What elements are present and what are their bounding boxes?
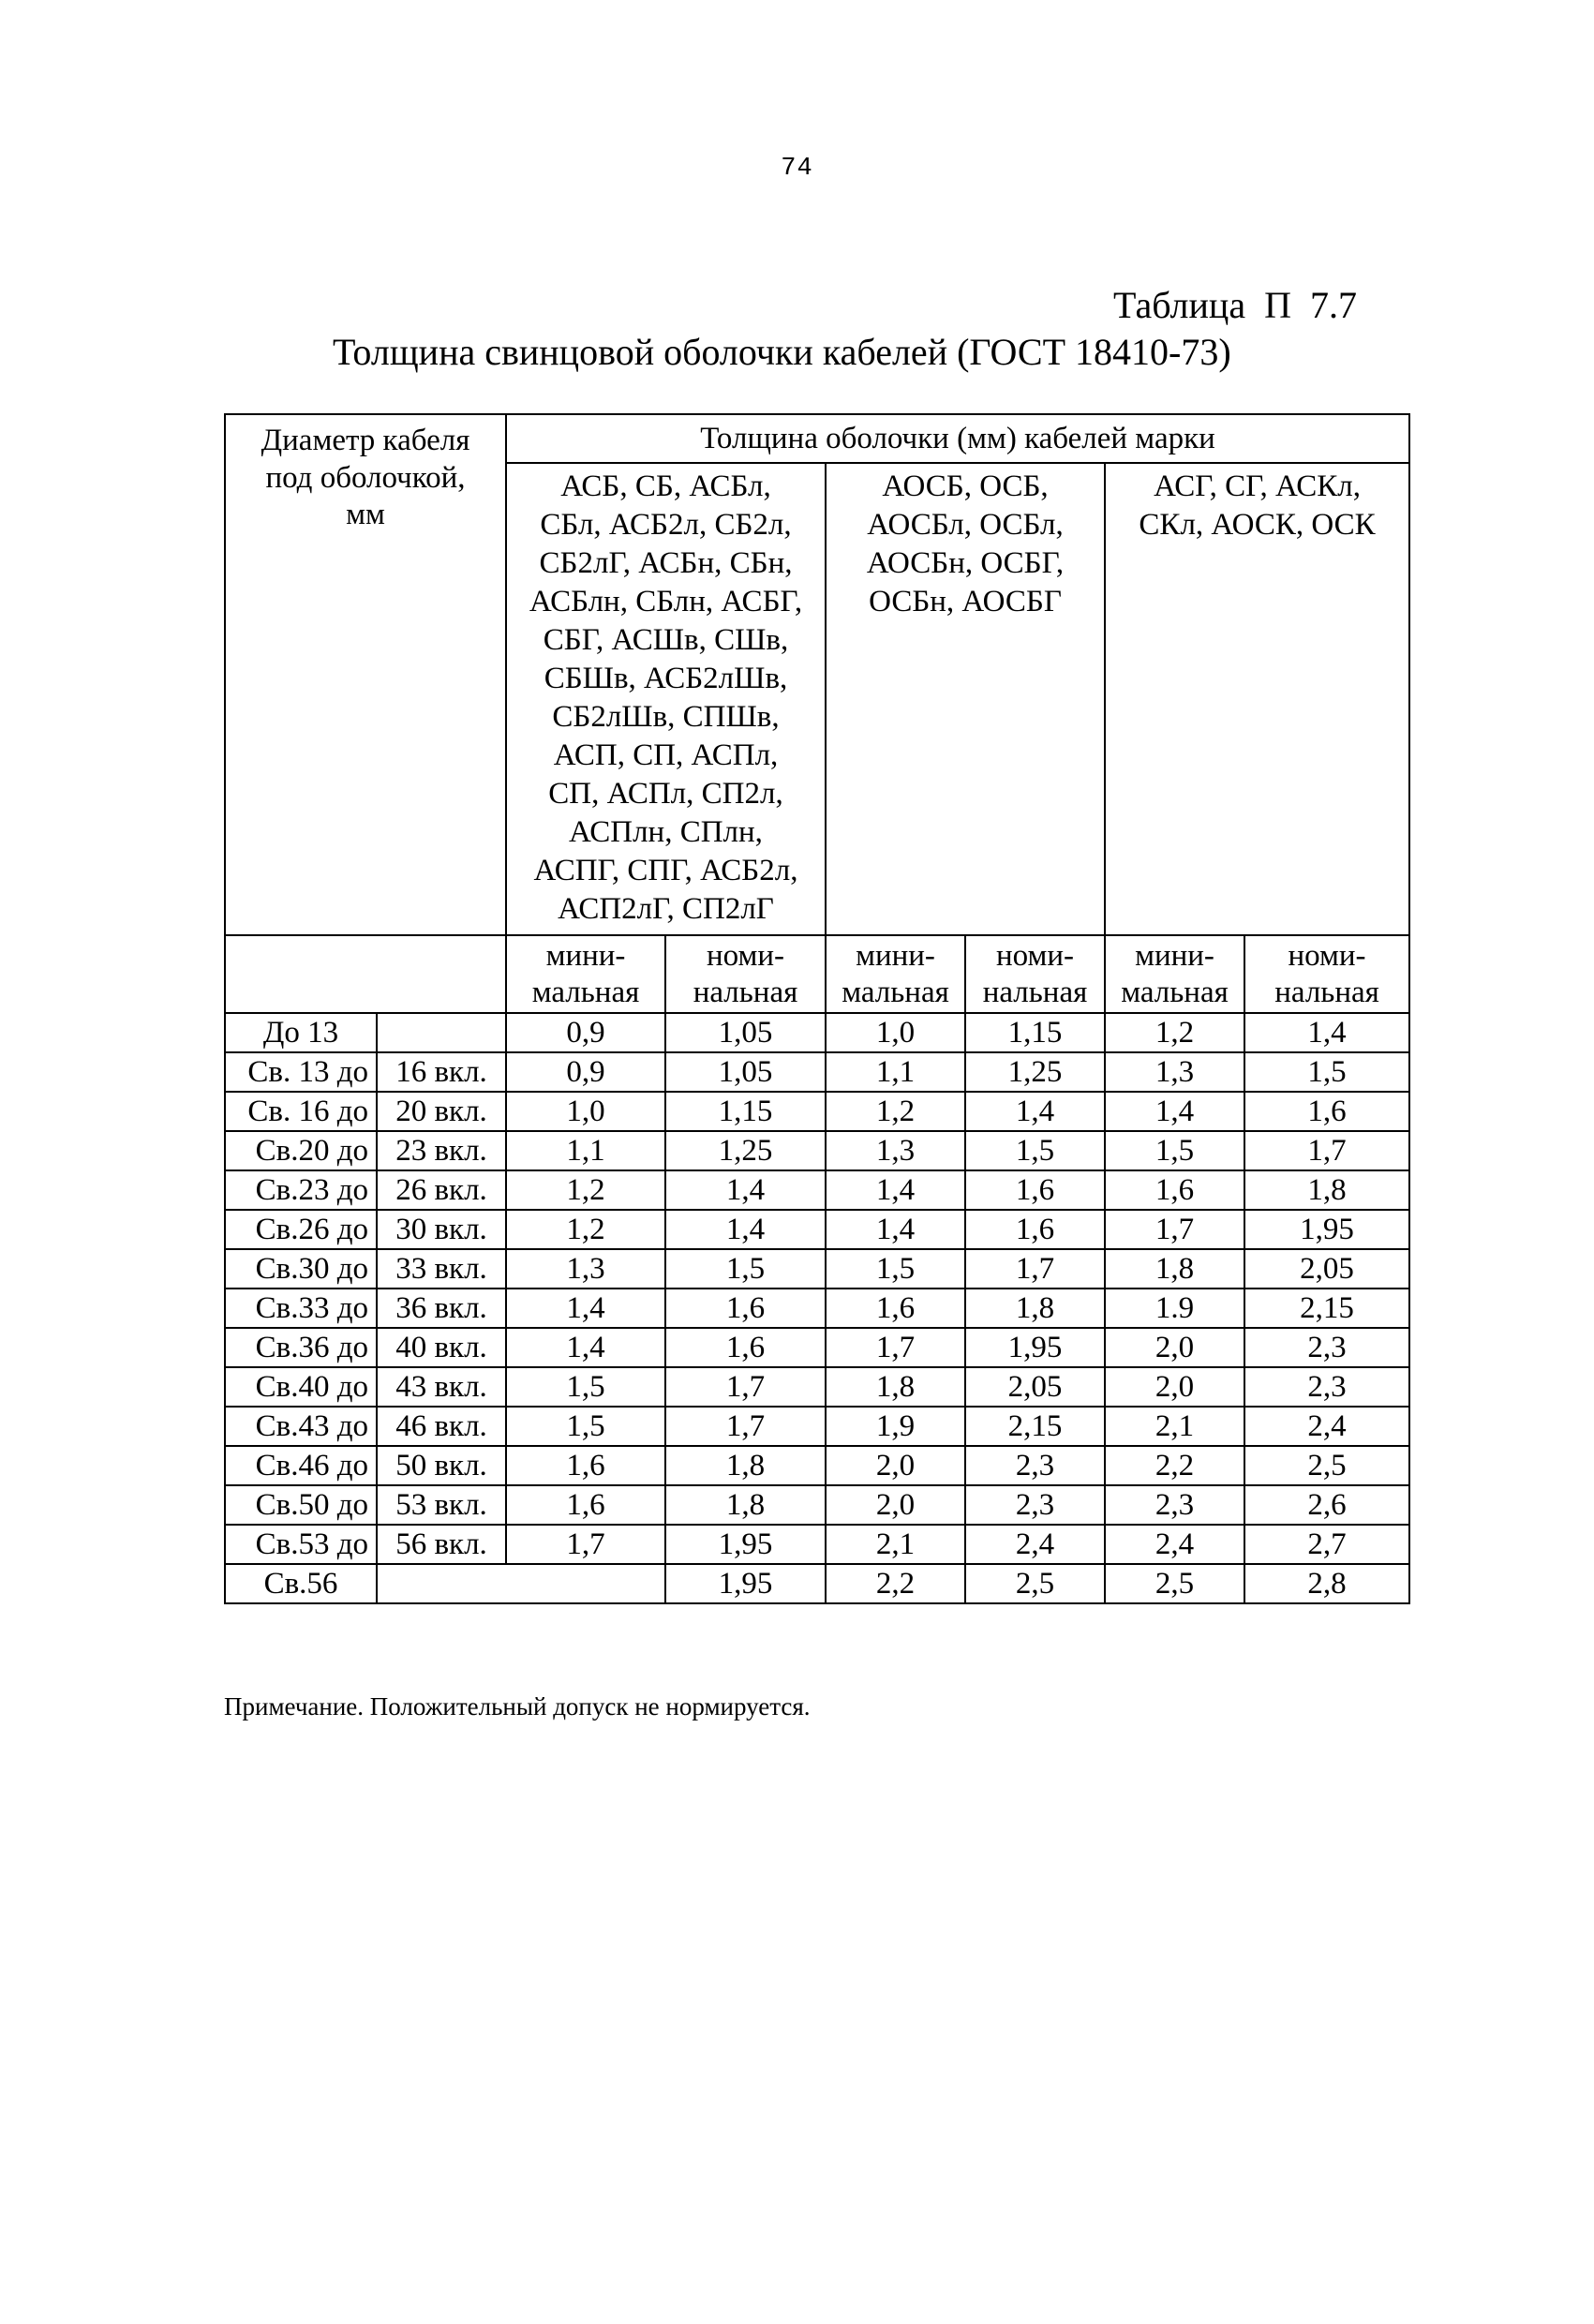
table-row (225, 1446, 1409, 1485)
diameter-from: Св. 13 до (225, 1052, 377, 1092)
diameter-to: 43 вкл. (377, 1367, 506, 1407)
table-row (225, 1210, 1409, 1249)
value-cell: 1,25 (965, 1052, 1105, 1092)
table-row (225, 1407, 1409, 1446)
value-cell: 2,05 (965, 1367, 1105, 1407)
diameter-from: Св.33 до (225, 1289, 377, 1328)
value-cell: 1,15 (665, 1092, 826, 1131)
value-cell: 1,4 (1105, 1092, 1244, 1131)
sheath-thickness-table (224, 413, 1410, 1604)
nom-line: номи- (995, 938, 1075, 973)
value-cell: 1,6 (826, 1289, 965, 1328)
group-1-line: АСПГ, СПГ, АСБ2л, (533, 853, 798, 887)
value-cell: 2,0 (1105, 1367, 1244, 1407)
group-1-line: АСПлн, СПлн, (569, 814, 763, 849)
value-cell: 1,8 (665, 1485, 826, 1525)
group-3-line: СКл, АОСК, ОСК (1139, 507, 1376, 542)
value-cell: 2,5 (1244, 1446, 1409, 1485)
diameter-from: Св.26 до (225, 1210, 377, 1249)
value-cell: 2,3 (1105, 1485, 1244, 1525)
diameter-from: Св.56 (225, 1564, 377, 1603)
value-cell: 1,6 (665, 1289, 826, 1328)
table-row (225, 1249, 1409, 1289)
value-cell: 1,8 (965, 1289, 1105, 1328)
diameter-from: Св.20 до (225, 1131, 377, 1170)
value-cell: 1,8 (1105, 1249, 1244, 1289)
diameter-to: 40 вкл. (377, 1328, 506, 1367)
value-cell: 1,0 (506, 1092, 665, 1131)
nom-line: номи- (706, 938, 785, 973)
value-cell: 1,7 (665, 1407, 826, 1446)
value-cell: 2,5 (965, 1564, 1105, 1603)
value-cell: 2,0 (1105, 1328, 1244, 1367)
table-row (225, 1170, 1409, 1210)
value-cell: 2,3 (1244, 1367, 1409, 1407)
value-cell: 1,5 (965, 1131, 1105, 1170)
value-cell: 2,0 (826, 1485, 965, 1525)
group-1-line: СБГ, АСШв, СШв, (543, 622, 789, 657)
value-cell: 1,6 (665, 1328, 826, 1367)
header-diameter-line: под оболочкой, (265, 460, 466, 495)
table-title: Толщина свинцовой оболочки кабелей (ГОСТ 18410-73) (333, 331, 1231, 373)
value-cell: 1,4 (826, 1210, 965, 1249)
value-cell: 2,4 (1105, 1525, 1244, 1564)
table-row (225, 1289, 1409, 1328)
table-row (225, 1485, 1409, 1525)
empty-cell (377, 1564, 665, 1603)
min-line: мальная (842, 975, 949, 1009)
value-cell: 1,7 (665, 1367, 826, 1407)
value-cell: 2,1 (826, 1525, 965, 1564)
header-diameter-line: мм (346, 498, 385, 532)
group-1-line: СБ2лШв, СПШв, (552, 699, 780, 734)
value-cell: 0,9 (506, 1013, 665, 1052)
group-1-line: СП, АСПл, СП2л, (548, 776, 783, 811)
header-group-1 (506, 463, 826, 935)
value-cell: 1,95 (1244, 1210, 1409, 1249)
value-cell: 2,6 (1244, 1485, 1409, 1525)
value-cell: 2,3 (1244, 1328, 1409, 1367)
header-nom (1244, 935, 1409, 1014)
value-cell: 1,5 (1105, 1131, 1244, 1170)
value-cell: 1,6 (965, 1170, 1105, 1210)
table-note: Примечание. Положительный допуск не нормируется. (224, 1692, 811, 1721)
page-number: 74 (781, 155, 813, 183)
min-line: мальная (531, 975, 640, 1009)
diameter-to: 36 вкл. (377, 1289, 506, 1328)
value-cell: 1,5 (1244, 1052, 1409, 1092)
diameter-from: Св. 16 до (225, 1092, 377, 1131)
value-cell: 1,3 (826, 1131, 965, 1170)
group-1-line: АСП, СП, АСПл, (553, 737, 779, 772)
value-cell: 1,95 (665, 1564, 826, 1603)
header-empty-cell (225, 935, 506, 1014)
diameter-to: 33 вкл. (377, 1249, 506, 1289)
value-cell: 2,2 (826, 1564, 965, 1603)
value-cell: 1,05 (665, 1013, 826, 1052)
value-cell: 1,0 (826, 1013, 965, 1052)
diameter-to: 50 вкл. (377, 1446, 506, 1485)
value-cell: 1,9 (826, 1407, 965, 1446)
value-cell: 2,0 (826, 1446, 965, 1485)
value-cell: 1,4 (665, 1170, 826, 1210)
value-cell: 1,8 (665, 1446, 826, 1485)
table-row (225, 1367, 1409, 1407)
header-nom (665, 935, 826, 1014)
value-cell: 1,1 (826, 1052, 965, 1092)
group-1-line: СБл, АСБ2л, СБ2л, (540, 507, 792, 542)
value-cell: 1,5 (665, 1249, 826, 1289)
diameter-from: Св.46 до (225, 1446, 377, 1485)
value-cell: 1,15 (965, 1013, 1105, 1052)
table-row (225, 1092, 1409, 1131)
header-min (1105, 935, 1244, 1014)
group-2-line: ОСБн, АОСБГ (869, 584, 1062, 618)
diameter-from: Св.36 до (225, 1328, 377, 1367)
diameter-from: Св.43 до (225, 1407, 377, 1446)
value-cell: 1,7 (506, 1525, 665, 1564)
nom-line: нальная (693, 975, 798, 1009)
diameter-to: 26 вкл. (377, 1170, 506, 1210)
table-row (225, 1052, 1409, 1092)
diameter-to: 16 вкл. (377, 1052, 506, 1092)
header-min (506, 935, 665, 1014)
value-cell: 1,05 (665, 1052, 826, 1092)
diameter-to: 23 вкл. (377, 1131, 506, 1170)
value-cell: 1,7 (965, 1249, 1105, 1289)
value-cell: 2,3 (965, 1485, 1105, 1525)
value-cell: 1,7 (1244, 1131, 1409, 1170)
value-cell: 1.9 (1105, 1289, 1244, 1328)
nom-line: номи- (1288, 938, 1366, 973)
value-cell: 1,6 (1105, 1170, 1244, 1210)
nom-line: нальная (982, 975, 1088, 1009)
value-cell: 1,7 (1105, 1210, 1244, 1249)
value-cell: 1,4 (826, 1170, 965, 1210)
header-diameter (225, 414, 506, 935)
min-line: мальная (1121, 975, 1229, 1009)
diameter-from: Св.40 до (225, 1367, 377, 1407)
diameter-to: 30 вкл. (377, 1210, 506, 1249)
value-cell: 1,4 (1244, 1013, 1409, 1052)
value-cell: 2,15 (965, 1407, 1105, 1446)
value-cell: 2,1 (1105, 1407, 1244, 1446)
min-line: мини- (545, 938, 626, 973)
group-1-line: СБ2лГ, АСБн, СБн, (539, 545, 793, 580)
value-cell: 1,25 (665, 1131, 826, 1170)
group-1-line: СБШв, АСБ2лШв, (544, 661, 788, 695)
value-cell: 1,2 (506, 1210, 665, 1249)
value-cell: 2,4 (1244, 1407, 1409, 1446)
diameter-to: 53 вкл. (377, 1485, 506, 1525)
value-cell: 1,4 (506, 1328, 665, 1367)
value-cell: 1,7 (826, 1328, 965, 1367)
value-cell: 1,6 (1244, 1092, 1409, 1131)
value-cell: 2,15 (1244, 1289, 1409, 1328)
value-cell: 1,5 (826, 1249, 965, 1289)
group-2-line: АОСБл, ОСБл, (867, 507, 1064, 542)
value-cell: 1,4 (506, 1289, 665, 1328)
value-cell: 1,3 (1105, 1052, 1244, 1092)
group-1-line: АСП2лГ, СП2лГ (558, 891, 774, 926)
value-cell: 1,5 (506, 1367, 665, 1407)
value-cell: 1,5 (506, 1407, 665, 1446)
value-cell: 2,4 (965, 1525, 1105, 1564)
min-line: мини- (856, 938, 935, 973)
value-cell: 1,8 (826, 1367, 965, 1407)
nom-line: нальная (1274, 975, 1379, 1009)
diameter-to (377, 1013, 506, 1052)
value-cell: 2,8 (1244, 1564, 1409, 1603)
value-cell: 1,3 (506, 1249, 665, 1289)
value-cell: 2,3 (965, 1446, 1105, 1485)
min-line: мини- (1135, 938, 1214, 973)
value-cell: 1,6 (506, 1485, 665, 1525)
group-1-line: АСБлн, СБлн, АСБГ, (529, 584, 803, 618)
diameter-from: Св.23 до (225, 1170, 377, 1210)
value-cell: 0,9 (506, 1052, 665, 1092)
table-row (225, 1013, 1409, 1052)
table-row (225, 1564, 1409, 1603)
value-cell: 2,5 (1105, 1564, 1244, 1603)
diameter-from: Св.50 до (225, 1485, 377, 1525)
header-thickness: Толщина оболочки (мм) кабелей марки (506, 414, 1409, 463)
value-cell: 1,8 (1244, 1170, 1409, 1210)
diameter-to: 56 вкл. (377, 1525, 506, 1564)
header-min (826, 935, 965, 1014)
group-1-line: АСБ, СБ, АСБл, (560, 469, 771, 503)
diameter-to: 46 вкл. (377, 1407, 506, 1446)
table-row (225, 1328, 1409, 1367)
group-3-line: АСГ, СГ, АСКл, (1154, 469, 1361, 503)
value-cell: 1,2 (506, 1170, 665, 1210)
value-cell: 2,05 (1244, 1249, 1409, 1289)
header-group-3 (1105, 463, 1409, 935)
value-cell: 1,4 (665, 1210, 826, 1249)
diameter-from: Св.53 до (225, 1525, 377, 1564)
value-cell: 1,1 (506, 1131, 665, 1170)
diameter-from: До 13 (225, 1013, 377, 1052)
table-row (225, 1525, 1409, 1564)
table-row (225, 1131, 1409, 1170)
value-cell: 2,2 (1105, 1446, 1244, 1485)
value-cell: 1,2 (1105, 1013, 1244, 1052)
header-diameter-line: Диаметр кабеля (261, 424, 470, 457)
group-2-line: АОСБ, ОСБ, (882, 469, 1049, 503)
diameter-to: 20 вкл. (377, 1092, 506, 1131)
value-cell: 1,2 (826, 1092, 965, 1131)
group-2-line: АОСБн, ОСБГ, (866, 545, 1065, 580)
value-cell: 1,6 (506, 1446, 665, 1485)
value-cell: 1,95 (965, 1328, 1105, 1367)
header-nom (965, 935, 1105, 1014)
diameter-from: Св.30 до (225, 1249, 377, 1289)
value-cell: 1,6 (965, 1210, 1105, 1249)
value-cell: 1,4 (965, 1092, 1105, 1131)
value-cell: 1,95 (665, 1525, 826, 1564)
value-cell: 2,7 (1244, 1525, 1409, 1564)
table-label: Таблица П 7.7 (1113, 284, 1357, 326)
header-group-2 (826, 463, 1105, 935)
